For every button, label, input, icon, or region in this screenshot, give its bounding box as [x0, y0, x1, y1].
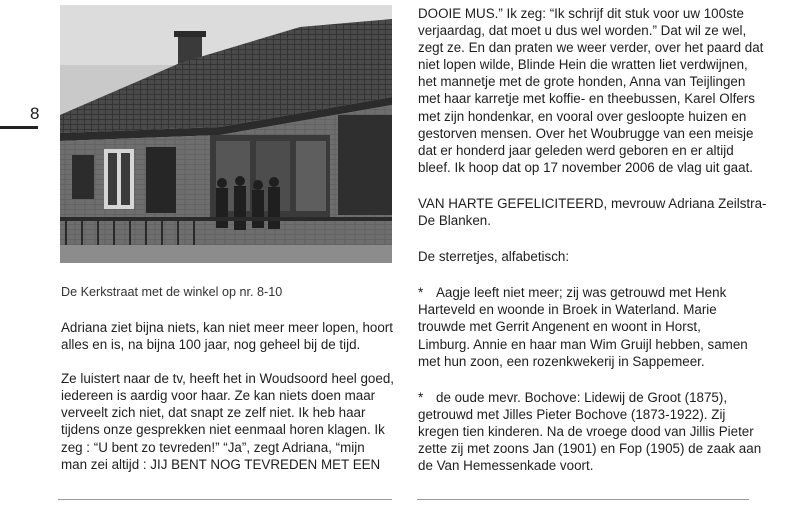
text-line: kregen tien kinderen. Na de vroege dood van Jillis Pieter	[418, 423, 754, 439]
text-line: bleef. Ik hoop dat op 17 november 2006 de vlag uit gaat.	[418, 159, 754, 175]
paragraph	[61, 370, 396, 473]
bottom-divider-left	[58, 499, 392, 500]
right-column	[418, 5, 767, 474]
text-line: zegt ze. En dan praten we weer verder, over het paard dat	[418, 40, 764, 56]
text-line: man zei altijd : JIJ BENT NOG TEVREDEN MET EEN	[61, 456, 381, 472]
historic-shop-photo	[60, 5, 392, 263]
photo-illustration	[60, 5, 392, 263]
text-line: verjaardag, dat moet u dus wel worden.” Dat wil ze wel,	[418, 23, 747, 39]
photo-caption: De Kerkstraat met de winkel op nr. 8-10	[61, 285, 283, 299]
text-line: alles en is, na bijna 100 jaar, nog geheel bij de tijd.	[61, 337, 361, 353]
text-line: gestorven mensen. Over het Woubrugge van een meisje	[418, 125, 754, 141]
text-line: tijdens onze gesprekken niet eenmaal horen klagen. Ik	[61, 422, 385, 438]
text-line: de oude mevr. Bochove: Lidewij de Groot (1875),	[436, 389, 728, 405]
congratulations-paragraph	[418, 195, 767, 229]
list-intro: De sterretjes, alfabetisch:	[418, 249, 570, 265]
text-line: De Blanken.	[418, 213, 491, 229]
text-line: niet lopen wilde, Blinde Hein die wratten liet verdwijnen,	[418, 57, 748, 73]
text-line: met hun zoon, een rozenkwekerij in Sappemeer.	[418, 353, 705, 369]
asterisk-bullet: *	[418, 285, 424, 301]
text-line: de Van Hemessenkade voort.	[418, 458, 594, 474]
asterisk-bullet: *	[418, 389, 424, 405]
text-line: DOOIE MUS.” Ik zeg: “Ik schrijf dit stuk voor uw 100ste	[418, 6, 744, 21]
text-line	[418, 284, 758, 301]
text-line: VAN HARTE GEFELICITEERD, mevrouw Adriana Zeilstra-	[418, 195, 767, 211]
text-line: met zijn hondenkar, en vooral over gesloopte huizen en	[418, 108, 747, 124]
page-number: 8	[30, 104, 40, 123]
text-line: Adriana ziet bijna niets, kan niet meer meer lopen, hoort	[61, 320, 393, 335]
page-number-rule	[0, 126, 38, 129]
text-line: dat er honderd jaar geleden werd geboren en er altijd	[418, 142, 734, 158]
text-line: trouwde met Gerrit Angenent en woont in Horst,	[418, 319, 701, 335]
text-line: met haar karretje met koffie- en theebussen, Karel Olfers	[418, 91, 755, 107]
text-line: iedereen is aardig voor haar. Ze kan niets doen maar	[61, 388, 376, 404]
text-line: Ze luistert naar de tv, heeft het in Woudsoord heel goed,	[61, 371, 394, 387]
list-item	[418, 389, 762, 474]
paragraph	[61, 319, 396, 353]
text-line: getrouwd met Jilles Pieter Bochove (1873-1922). Zij	[418, 406, 726, 422]
bottom-divider-right	[417, 499, 749, 500]
text-line: verveelt zich niet, dat snapt ze zelf niet. Ik heb haar	[61, 405, 366, 421]
text-line	[418, 389, 758, 406]
text-line: Harteveld en woonde in Broek in Waterland. Marie	[418, 302, 717, 318]
text-line: Aagje leeft niet meer; zij was getrouwd met Henk	[436, 285, 727, 301]
text-line: zette zij met zoons Jan (1901) en Fop (1905) de zaak aan	[418, 440, 762, 456]
left-column	[61, 319, 396, 473]
text-line: Limburg. Annie en haar man Wim Gruijl hebben, samen	[418, 336, 748, 352]
text-line: zeg : “U bent zo tevreden!” “Ja”, zegt Adriana, “mijn	[61, 439, 365, 455]
text-line: het mannetje met de grote honden, Anna van Teijlingen	[418, 74, 746, 90]
paragraph	[418, 5, 764, 176]
list-item	[418, 284, 758, 369]
